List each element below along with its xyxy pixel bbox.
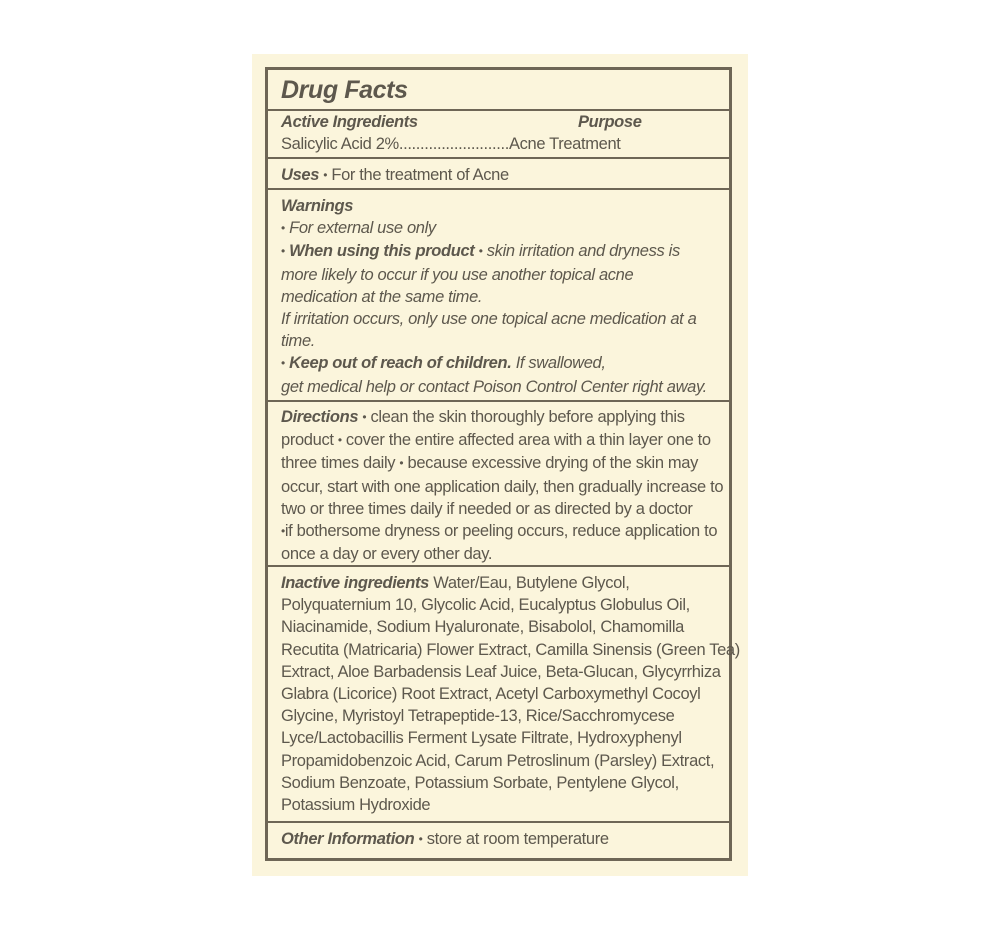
bullet: • [281,524,285,539]
warnings-section [268,195,729,398]
directions-text: product [281,431,334,450]
bullet: • [362,410,367,424]
active-ingredients-section [268,111,729,155]
title-section [268,75,729,105]
bullet: • [418,832,423,846]
divider [268,821,729,823]
purpose-heading: Purpose [578,113,642,131]
divider [268,157,729,159]
directions-text: cover the entire affected area with a thin layer one to [345,431,711,450]
bullet: • [323,168,328,182]
bullet: • [281,244,285,259]
inactive-ingredients-section [268,572,740,816]
drug-facts-card [252,54,748,876]
directions-text: clean the skin thoroughly before applying this [370,408,685,426]
active-ingredients-heading: Active Ingredients [281,113,418,131]
keep-out-text: get medical help or contact Poison Control Center right away. [281,377,707,396]
bullet: • [281,221,285,236]
directions-text: occur, start with one application daily, then gradually increase to [281,477,724,496]
divider [268,400,729,402]
directions-text: because excessive drying of the skin may [407,454,699,473]
inactive-ingredients-text: Lyce/Lactobacillis Ferment Lysate Filtrate, Hydroxyphenyl [281,729,682,748]
inactive-ingredients-text: Water/Eau, Butylene Glycol, [433,574,630,592]
other-information-heading: Other Information [281,830,415,848]
active-purpose: Acne Treatment [508,135,621,154]
keep-out-text: If swallowed, [515,354,606,373]
other-information-section [268,828,729,851]
leader-dots: .......................... [398,135,509,154]
irritation-text: If irritation occurs, only use one topical acne medication at a [281,310,697,329]
bullet: • [399,456,404,471]
bullet: • [281,356,285,371]
inactive-ingredients-text: Sodium Benzoate, Potassium Sorbate, Pentylene Glycol, [281,773,679,792]
when-using-text: skin irritation and dryness is [486,242,680,261]
drug-facts-title: Drug Facts [281,76,408,104]
when-using-text: medication at the same time. [281,287,483,306]
active-ingredient: Salicylic Acid 2% [281,135,399,154]
drug-facts-panel [265,67,740,861]
inactive-ingredients-text: Glabra (Licorice) Root Extract, Acetyl Carboxymethyl Cocoyl [281,685,701,704]
inactive-ingredients-text: Extract, Aloe Barbadensis Leaf Juice, Beta-Glucan, Glycyrrhiza [281,662,721,681]
irritation-text: time. [281,332,316,351]
inactive-ingredients-text: Propamidobenzoic Acid, Carum Petroslinum (Parsley) Extract, [281,751,715,770]
inactive-ingredients-text: Polyquaternium 10, Glycolic Acid, Eucalyptus Globulus Oil, [281,596,690,615]
inactive-ingredients-text: Recutita (Matricaria) Flower Extract, Camilla Sinensis (Green Tea) [281,640,740,659]
when-using-label: When using this product [289,242,475,261]
uses-section [268,164,729,187]
warnings-heading: Warnings [281,197,354,215]
uses-text: For the treatment of Acne [331,166,509,184]
inactive-ingredients-text: Glycine, Myristoyl Tetrapeptide-13, Rice/Sacchromycese [281,707,675,726]
directions-text: if bothersome dryness or peeling occurs, reduce application to [284,522,718,541]
divider [268,565,729,567]
keep-out-label: Keep out of reach of children. [289,354,512,373]
other-information-text: store at room temperature [426,830,609,848]
when-using-text: more likely to occur if you use another topical acne [281,265,634,284]
divider [268,188,729,190]
bullet: • [337,433,342,448]
directions-text: two or three times daily if needed or as directed by a doctor [281,499,693,518]
warning-external: For external use only [289,219,436,238]
active-header-row [281,111,729,133]
directions-section [268,406,729,565]
inactive-ingredients-heading: Inactive ingredients [281,574,429,592]
directions-heading: Directions [281,408,359,426]
directions-text: three times daily [281,454,396,473]
directions-text: once a day or every other day. [281,545,493,564]
active-ingredient-row [281,133,729,155]
inactive-ingredients-text: Potassium Hydroxide [281,796,431,815]
uses-heading: Uses [281,166,320,184]
bullet: • [478,244,483,259]
inactive-ingredients-text: Niacinamide, Sodium Hyaluronate, Bisabolol, Chamomilla [281,618,684,637]
